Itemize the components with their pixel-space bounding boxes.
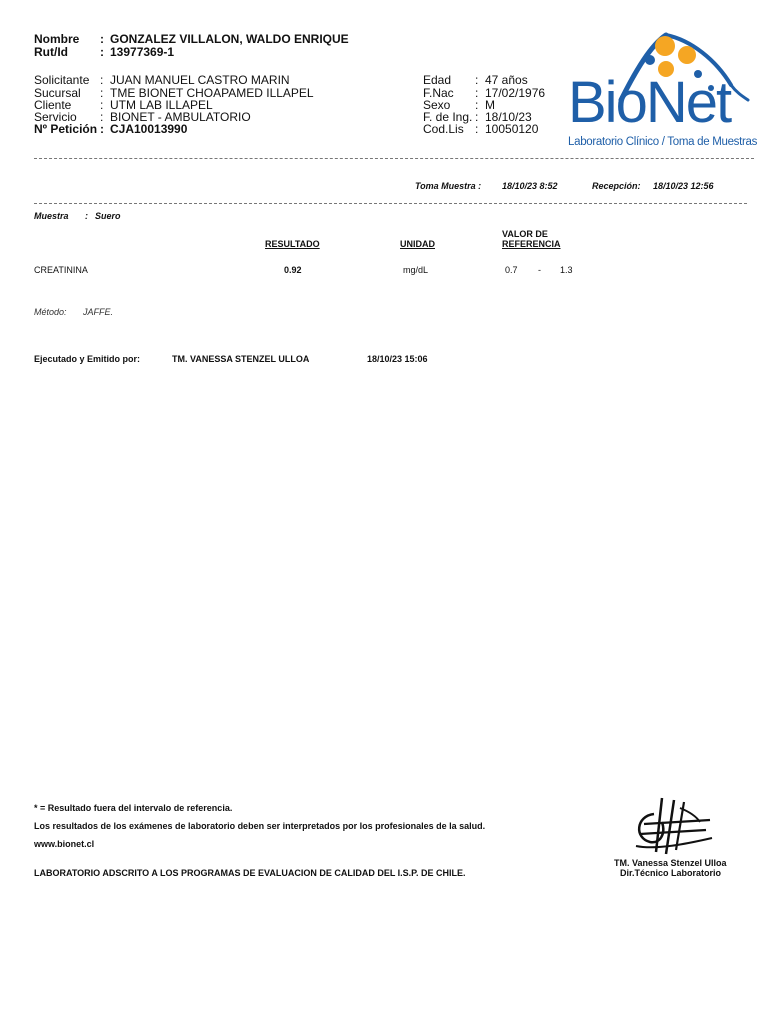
recepcion-value: 18/10/23 12:56 xyxy=(653,181,714,191)
col-header-resultado: RESULTADO xyxy=(265,239,320,249)
sucursal-label: Sucursal xyxy=(34,86,81,100)
patient-name: GONZALEZ VILLALON, WALDO ENRIQUE xyxy=(110,32,349,46)
rut-label: Rut/Id xyxy=(34,45,68,59)
test-name: CREATININA xyxy=(34,265,88,275)
cliente-value: UTM LAB ILLAPEL xyxy=(110,98,213,112)
muestra-value: Suero xyxy=(95,211,121,221)
fnac-value: 17/02/1976 xyxy=(485,86,546,100)
fing-value: 18/10/23 xyxy=(485,110,532,124)
peticion-label: Nº Petición xyxy=(34,122,98,136)
recepcion-label: Recepción: xyxy=(592,181,641,191)
executed-by: TM. VANESSA STENZEL ULLOA xyxy=(172,354,310,364)
divider-top xyxy=(34,158,754,159)
footer-isp-note: LABORATORIO ADSCRITO A LOS PROGRAMAS DE EVALUACION DE CALIDAD DEL I.S.P. DE CHILE. xyxy=(34,868,466,878)
col-header-ref-line1: VALOR DE xyxy=(502,229,548,239)
servicio-label: Servicio xyxy=(34,110,77,124)
test-result: 0.92 xyxy=(284,265,302,275)
logo-brand: BioNet xyxy=(568,70,731,135)
method-label: Método: xyxy=(34,307,67,317)
peticion-value: CJA10013990 xyxy=(110,122,188,136)
fing-label: F. de Ing. xyxy=(423,110,473,124)
codlis-value: 10050120 xyxy=(485,122,539,136)
signature-icon xyxy=(626,794,716,856)
ref-separator: - xyxy=(538,265,541,275)
ref-low: 0.7 xyxy=(505,265,518,275)
bionet-logo xyxy=(566,30,756,154)
codlis-label: Cod.Lis xyxy=(423,122,464,136)
sexo-value: M xyxy=(485,98,495,112)
cliente-label: Cliente xyxy=(34,98,72,112)
sexo-label: Sexo xyxy=(423,98,451,112)
name-label: Nombre xyxy=(34,32,80,46)
signature-name: TM. Vanessa Stenzel Ulloa xyxy=(614,858,727,868)
signature-title: Dir.Técnico Laboratorio xyxy=(620,868,722,878)
muestra-label: Muestra xyxy=(34,211,69,221)
footer-note-interpretation: Los resultados de los exámenes de laboratorio deben ser interpretados por los profesionales de la salud. xyxy=(34,821,486,831)
footer-note-out-of-range: * = Resultado fuera del intervalo de referencia. xyxy=(34,803,233,813)
solicitante-label: Solicitante xyxy=(34,73,90,87)
divider-mid xyxy=(34,203,747,204)
edad-label: Edad xyxy=(423,73,452,87)
executed-label: Ejecutado y Emitido por: xyxy=(34,354,141,364)
edad-value: 47 años xyxy=(485,73,528,87)
col-header-ref-line2: REFERENCIA xyxy=(502,239,561,249)
test-unit: mg/dL xyxy=(403,265,429,275)
servicio-value: BIONET - AMBULATORIO xyxy=(110,110,251,124)
sucursal-value: TME BIONET CHOAPAMED ILLAPEL xyxy=(110,86,314,100)
patient-rut: 13977369-1 xyxy=(110,45,175,59)
solicitante-value: JUAN MANUEL CASTRO MARIN xyxy=(110,73,290,87)
logo-tagline: Laboratorio Clínico / Toma de Muestras xyxy=(568,136,758,148)
footer-website: www.bionet.cl xyxy=(34,839,95,849)
col-header-unidad: UNIDAD xyxy=(400,239,435,249)
toma-muestra-label: Toma Muestra : xyxy=(415,181,482,191)
executed-date: 18/10/23 15:06 xyxy=(367,354,428,364)
toma-muestra-value: 18/10/23 8:52 xyxy=(502,181,558,191)
method-value: JAFFE. xyxy=(83,307,114,317)
fnac-label: F.Nac xyxy=(423,86,454,100)
ref-high: 1.3 xyxy=(560,265,573,275)
